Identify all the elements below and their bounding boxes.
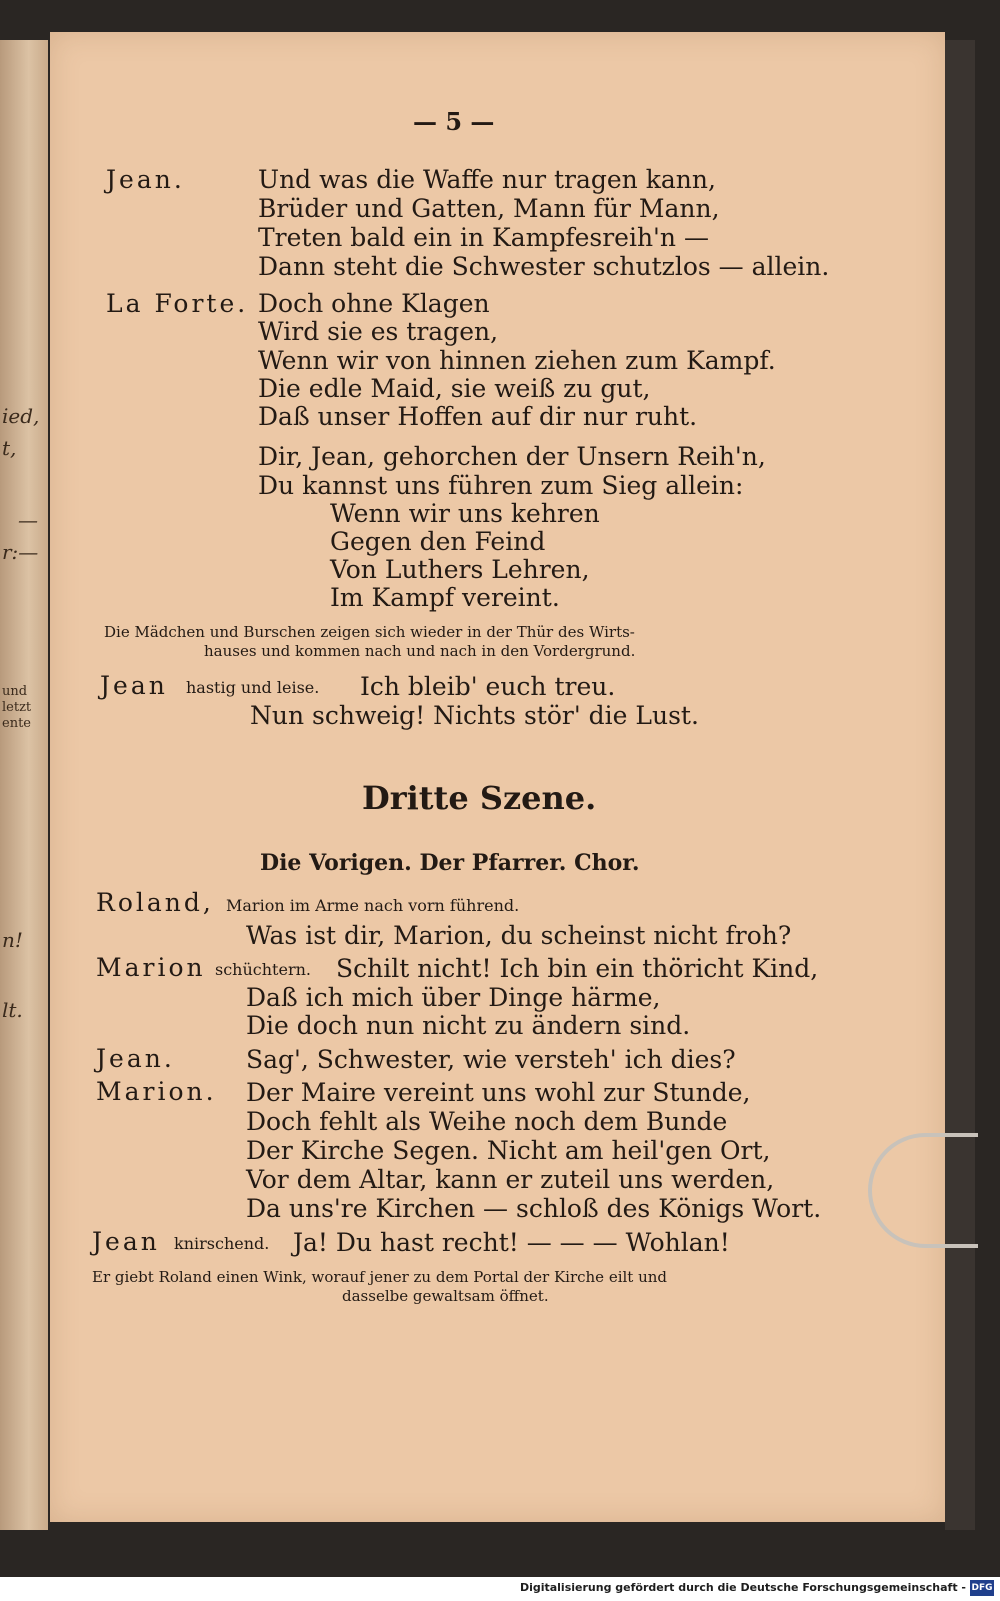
verse-line: Der Kirche Segen. Nicht am heil'gen Ort, — [246, 1136, 771, 1165]
stage-direction: Er giebt Roland einen Wink, worauf jener zu dem Portal der Kirche eilt und — [92, 1268, 668, 1286]
verse-line: Nun schweig! Nichts stör' die Lust. — [250, 701, 699, 730]
speaker-roland: Roland, — [96, 888, 214, 917]
footer-bar — [0, 1577, 1000, 1601]
left-fragment: letzt — [2, 700, 32, 715]
scene-title: Dritte Szene. — [362, 779, 597, 817]
verse-line: Gegen den Feind — [330, 527, 546, 556]
speaker-jean: Jean — [100, 671, 168, 700]
page-number: — 5 — — [413, 107, 495, 136]
left-fragment: lt. — [2, 998, 23, 1022]
verse-line: Treten bald ein in Kampfesreih'n — — [258, 223, 709, 252]
verse-line: Daß unser Hoffen auf dir nur ruht. — [258, 402, 698, 431]
left-fragment: und — [2, 684, 28, 699]
verse-line: Sag', Schwester, wie versteh' ich dies? — [246, 1045, 736, 1074]
verse-line: Dann steht die Schwester schutzlos — allein. — [258, 252, 830, 281]
speaker-direction: Marion im Arme nach vorn führend. — [226, 896, 520, 915]
verse-line: Was ist dir, Marion, du scheinst nicht froh? — [246, 921, 792, 950]
verse-line: Wenn wir uns kehren — [330, 499, 600, 528]
speaker-marion: Marion. — [96, 1077, 217, 1106]
paper-clip — [868, 1133, 978, 1248]
verse-line: Da uns're Kirchen — schloß des Königs Wort. — [246, 1194, 822, 1223]
verse-line: Wird sie es tragen, — [258, 317, 499, 346]
left-fragment: r:— — [2, 540, 39, 564]
left-fragment: ente — [2, 716, 31, 731]
verse-line: Die doch nun nicht zu ändern sind. — [246, 1011, 691, 1040]
verse-line: Im Kampf vereint. — [330, 583, 560, 612]
speaker-marion: Marion — [96, 953, 206, 982]
scene-subhead: Die Vorigen. Der Pfarrer. Chor. — [260, 850, 640, 876]
verse-line: Die edle Maid, sie weiß zu gut, — [258, 374, 651, 403]
verse-line: Brüder und Gatten, Mann für Mann, — [258, 194, 720, 223]
verse-line: Ja! Du hast recht! — — — Wohlan! — [293, 1228, 730, 1257]
verse-line: Ich bleib' euch treu. — [360, 672, 616, 701]
verse-line: Und was die Waffe nur tragen kann, — [258, 165, 716, 194]
verse-line: Daß ich mich über Dinge härme, — [246, 983, 661, 1012]
page-edge — [945, 40, 975, 1530]
previous-page-strip — [0, 40, 48, 1530]
verse-line: Von Luthers Lehren, — [330, 555, 590, 584]
speaker-jean: Jean — [92, 1227, 160, 1256]
verse-line: Du kannst uns führen zum Sieg allein: — [258, 471, 744, 500]
left-fragment: t, — [2, 436, 17, 460]
left-fragment: ied, — [2, 404, 40, 428]
verse-line: Der Maire vereint uns wohl zur Stunde, — [246, 1078, 751, 1107]
verse-line: Dir, Jean, gehorchen der Unsern Reih'n, — [258, 442, 766, 471]
footer-credit: Digitalisierung gefördert durch die Deutsche Forschungsgemeinschaft - — [519, 1581, 966, 1594]
speaker-la-forte: La Forte. — [106, 289, 249, 318]
stage-direction: dasselbe gewaltsam öffnet. — [342, 1287, 549, 1305]
speaker-jean: Jean. — [96, 1044, 175, 1073]
dfg-logo: DFG — [970, 1580, 994, 1596]
stage-direction: hauses und kommen nach und nach in den Vordergrund. — [204, 642, 636, 660]
left-fragment: n! — [2, 928, 23, 952]
speaker-direction: schüchtern. — [215, 960, 311, 979]
speaker-direction: hastig und leise. — [186, 678, 320, 697]
verse-line: Doch ohne Klagen — [258, 289, 490, 318]
verse-line: Schilt nicht! Ich bin ein thöricht Kind, — [336, 954, 819, 983]
stage-direction: Die Mädchen und Burschen zeigen sich wieder in der Thür des Wirts- — [104, 623, 635, 641]
verse-line: Wenn wir von hinnen ziehen zum Kampf. — [258, 346, 776, 375]
verse-line: Vor dem Altar, kann er zuteil uns werden, — [246, 1165, 775, 1194]
speaker-direction: knirschend. — [174, 1234, 270, 1253]
left-fragment: — — [18, 508, 38, 532]
speaker-jean: Jean. — [106, 165, 185, 194]
verse-line: Doch fehlt als Weihe noch dem Bunde — [246, 1107, 728, 1136]
